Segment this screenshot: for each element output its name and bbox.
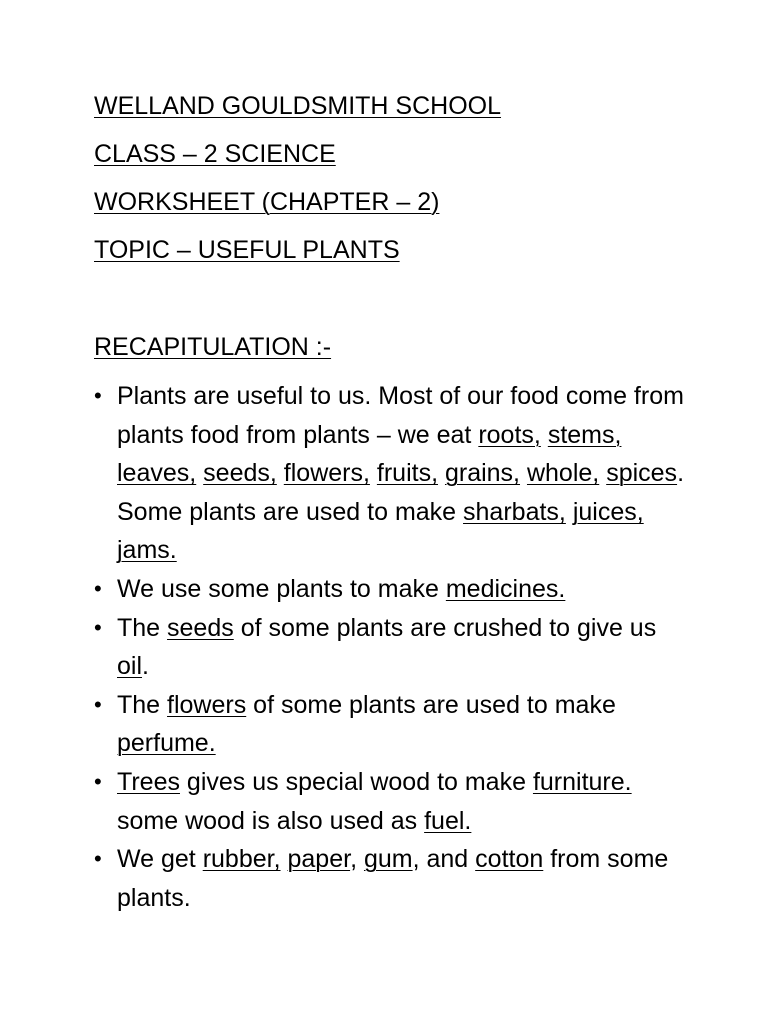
underlined-word: fuel.	[424, 806, 472, 835]
bullet-icon: •	[94, 614, 102, 640]
underlined-word: seeds,	[203, 459, 277, 488]
text: Plants are useful to us. Most of our food come from plants food from plants – we eat	[117, 382, 684, 449]
list-item	[94, 570, 694, 609]
underlined-word: flowers	[167, 690, 247, 719]
underlined-word: grains,	[444, 459, 521, 488]
worksheet-title: WORKSHEET (CHAPTER – 2)	[94, 188, 440, 216]
recap-list	[94, 377, 694, 917]
text: We use some plants to make	[117, 574, 446, 603]
bullet-icon: •	[94, 846, 102, 872]
text	[541, 421, 548, 449]
text: from some plants.	[117, 845, 669, 912]
text	[370, 459, 377, 487]
underlined-word: perfume.	[117, 729, 216, 758]
underlined-word: rubber,	[202, 845, 281, 874]
underlined-word: fruits,	[376, 459, 439, 488]
bullet-icon: •	[94, 691, 102, 717]
underlined-word: jams.	[117, 536, 177, 565]
underlined-word: seeds	[167, 613, 234, 642]
text: The	[117, 613, 168, 642]
underlined-word: juices,	[572, 497, 644, 526]
text	[520, 459, 527, 487]
class-subject: CLASS – 2 SCIENCE	[94, 140, 336, 168]
text: ,	[350, 845, 364, 874]
text	[277, 459, 284, 487]
text: of some plants are crushed to give us	[233, 613, 657, 642]
underlined-word: flowers,	[283, 459, 370, 488]
list-item	[94, 609, 694, 686]
underlined-word: gum	[363, 845, 413, 874]
school-name: WELLAND GOULDSMITH SCHOOL	[94, 92, 502, 120]
underlined-word: furniture.	[532, 767, 632, 796]
underlined-word: spices	[606, 459, 678, 488]
text: . Some plants are used to make	[117, 459, 685, 526]
text: .	[142, 652, 149, 681]
underlined-word: medicines.	[445, 574, 566, 603]
text	[438, 459, 445, 487]
underlined-word: sharbats,	[463, 497, 566, 526]
text: , and	[412, 845, 476, 874]
text: some wood is also used as	[117, 806, 425, 835]
underlined-word: whole,	[526, 459, 600, 488]
underlined-word: cotton	[475, 845, 544, 874]
bullet-icon: •	[94, 575, 102, 601]
text	[566, 498, 573, 526]
text	[281, 845, 288, 873]
topic-title: TOPIC – USEFUL PLANTS	[94, 236, 400, 264]
text: The	[117, 690, 168, 719]
text: We get	[117, 845, 203, 874]
underlined-word: oil	[117, 652, 143, 681]
list-item	[94, 377, 694, 570]
list-item	[94, 763, 694, 840]
underlined-word: roots,	[478, 420, 541, 449]
underlined-word: Trees	[117, 767, 180, 796]
text: of some plants are used to make	[246, 690, 616, 719]
bullet-icon: •	[94, 768, 102, 794]
underlined-word: paper	[287, 845, 351, 874]
underlined-word: leaves,	[117, 459, 197, 488]
list-item	[94, 840, 694, 917]
text: gives us special wood to make	[179, 767, 533, 796]
section-title: RECAPITULATION :-	[94, 333, 332, 361]
bullet-icon: •	[94, 383, 102, 408]
underlined-word: stems,	[547, 420, 622, 449]
list-item	[94, 686, 694, 763]
